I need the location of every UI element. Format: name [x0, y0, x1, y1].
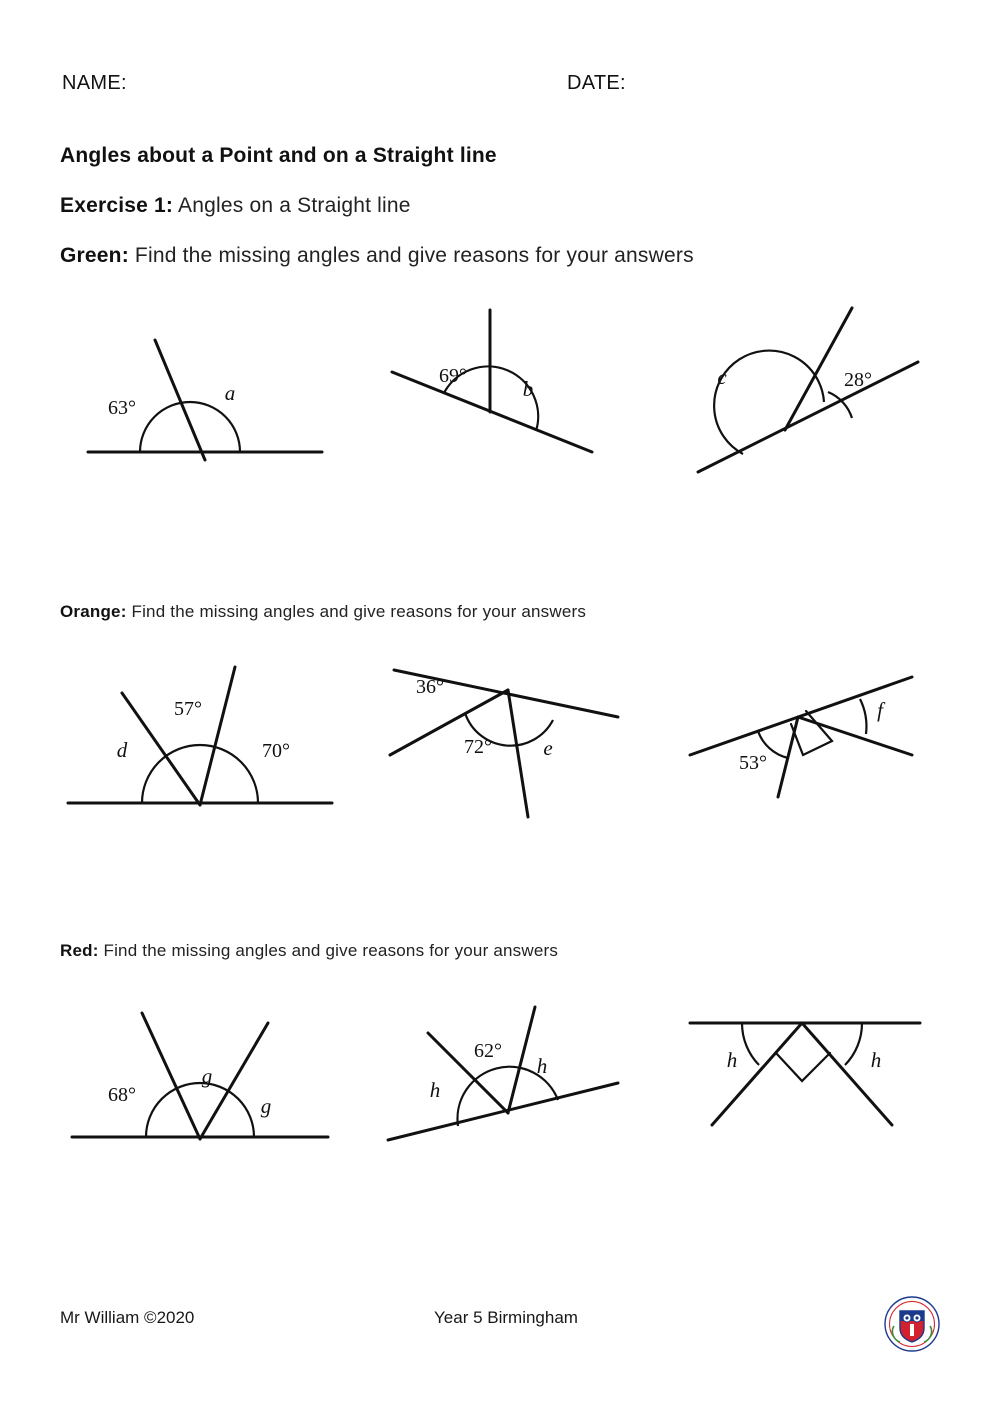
fig6-given-angle: 53°	[739, 752, 767, 774]
band-orange	[60, 602, 586, 622]
fig4-unknown-label: d	[116, 738, 128, 762]
exercise-description: Angles on a Straight line	[173, 194, 411, 217]
student-meta-row	[62, 72, 938, 102]
fig7-unknown-label-1: g	[201, 1064, 213, 1088]
name-label: NAME:	[62, 72, 127, 94]
band-green	[60, 244, 694, 268]
fig8-unknown-label-2: h	[536, 1054, 548, 1078]
footer-class: Year 5 Birmingham	[434, 1308, 578, 1327]
fig9-ray-right	[802, 1023, 892, 1125]
fig2-unknown-label: b	[522, 377, 534, 401]
figure-3	[680, 300, 940, 490]
fig4-given-angle-2: 70°	[262, 740, 290, 762]
fig8-given-angle: 62°	[474, 1040, 502, 1062]
fig9-ray-left	[712, 1023, 802, 1125]
figure-1	[60, 300, 350, 490]
fig2-given-angle: 69°	[439, 365, 467, 387]
green-diagram-row	[0, 300, 1000, 520]
fig5-ray-down	[508, 690, 528, 817]
figure-2	[380, 300, 630, 490]
fig8-unknown-label-1: h	[429, 1078, 441, 1102]
band-green-text: Find the missing angles and give reasons for your answers	[128, 244, 694, 267]
date-label: DATE:	[567, 72, 626, 94]
fig6-unknown-label: f	[877, 698, 883, 722]
fig5-given-angle-2: 72°	[464, 736, 492, 758]
fig4-given-angle-1: 57°	[174, 698, 202, 720]
fig7-given-angle: 68°	[108, 1084, 136, 1106]
red-diagram-row	[0, 995, 1000, 1175]
fig8-baseline	[388, 1083, 618, 1140]
band-green-label: Green:	[60, 244, 129, 267]
band-red-text: Find the missing angles and give reasons for your answers	[98, 941, 559, 960]
band-red-label: Red:	[60, 941, 99, 960]
school-crest-logo	[884, 1296, 940, 1352]
fig9-unknown-arc-left	[742, 1023, 759, 1065]
fig3-major-arc	[714, 351, 824, 454]
exercise-line	[60, 194, 411, 218]
fig3-given-angle: 28°	[844, 369, 872, 391]
fig7-ray-left	[142, 1013, 200, 1139]
fig4-ray-right	[200, 667, 235, 805]
fig9-unknown-label-2: h	[870, 1048, 882, 1072]
fig7-angle-arc	[146, 1083, 254, 1137]
page-title: Angles about a Point and on a Straight line	[60, 144, 497, 167]
fig5-unknown-label: e	[543, 736, 553, 760]
band-orange-label: Orange:	[60, 602, 127, 621]
band-orange-text: Find the missing angles and give reasons for your answers	[126, 602, 587, 621]
figure-9	[680, 995, 940, 1165]
fig1-ray	[155, 340, 205, 460]
fig3-baseline	[698, 362, 918, 472]
figure-5	[380, 645, 640, 825]
exercise-label: Exercise 1:	[60, 194, 174, 217]
fig9-unknown-arc-right	[845, 1023, 862, 1065]
fig5-given-angle-1: 36°	[416, 676, 444, 698]
figure-4	[60, 645, 350, 825]
fig1-given-angle: 63°	[108, 397, 136, 419]
figure-7	[60, 995, 350, 1165]
orange-diagram-row	[0, 645, 1000, 845]
fig9-right-angle-mark	[776, 1053, 830, 1081]
fig8-ray-up	[508, 1007, 535, 1113]
page-footer	[0, 1308, 1000, 1348]
figure-6	[680, 645, 940, 825]
band-red	[60, 941, 558, 961]
fig3-unknown-label: c	[717, 365, 727, 389]
fig6-unknown-arc	[860, 699, 866, 734]
fig4-angle-arc	[142, 745, 258, 803]
footer-author: Mr William ©2020	[60, 1308, 195, 1327]
fig7-unknown-label-2: g	[260, 1094, 272, 1118]
fig2-baseline	[392, 372, 592, 452]
fig1-unknown-label: a	[224, 381, 236, 405]
figure-8	[380, 995, 640, 1165]
fig9-unknown-label-1: h	[726, 1048, 738, 1072]
